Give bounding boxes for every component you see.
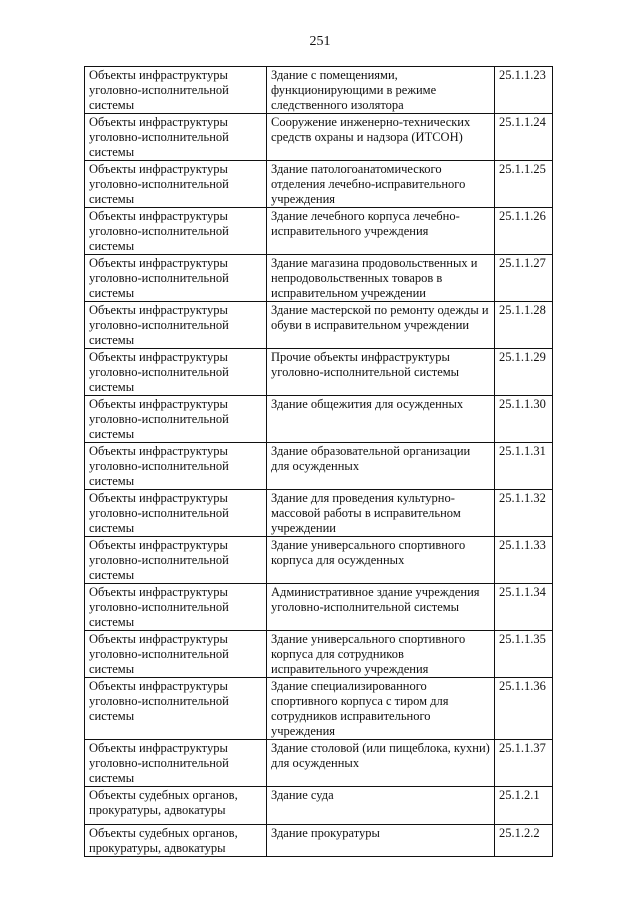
table-row (85, 740, 553, 787)
category-cell: Объекты инфраструктуры уголовно-исполнительной системы (85, 161, 267, 208)
category-cell: Объекты инфраструктуры уголовно-исполнительной системы (85, 678, 267, 740)
code-cell: 25.1.1.27 (495, 255, 553, 302)
category-cell: Объекты инфраструктуры уголовно-исполнительной системы (85, 208, 267, 255)
object-cell: Здание столовой (или пищеблока, кухни) для осужденных (267, 740, 495, 787)
category-cell: Объекты инфраструктуры уголовно-исполнительной системы (85, 396, 267, 443)
table-row (85, 490, 553, 537)
code-cell: 25.1.1.25 (495, 161, 553, 208)
table-row (85, 161, 553, 208)
table-row (85, 787, 553, 825)
code-cell: 25.1.1.30 (495, 396, 553, 443)
table-row (85, 255, 553, 302)
category-cell: Объекты инфраструктуры уголовно-исполнительной системы (85, 740, 267, 787)
category-cell: Объекты инфраструктуры уголовно-исполнительной системы (85, 114, 267, 161)
table-row (85, 678, 553, 740)
category-cell: Объекты инфраструктуры уголовно-исполнительной системы (85, 302, 267, 349)
object-cell: Здание суда (267, 787, 495, 825)
table-row (85, 302, 553, 349)
code-cell: 25.1.1.26 (495, 208, 553, 255)
object-cell: Прочие объекты инфраструктуры уголовно-исполнительной системы (267, 349, 495, 396)
object-cell: Здание с помещениями, функционирующими в режиме следственного изолятора (267, 67, 495, 114)
table-row (85, 208, 553, 255)
category-cell: Объекты судебных органов, прокуратуры, адвокатуры (85, 825, 267, 857)
table-row (85, 349, 553, 396)
code-cell: 25.1.1.37 (495, 740, 553, 787)
category-cell: Объекты инфраструктуры уголовно-исполнительной системы (85, 631, 267, 678)
table-row (85, 396, 553, 443)
table-row (85, 443, 553, 490)
category-cell: Объекты инфраструктуры уголовно-исполнительной системы (85, 490, 267, 537)
code-cell: 25.1.1.29 (495, 349, 553, 396)
object-cell: Здание универсального спортивного корпуса для осужденных (267, 537, 495, 584)
object-cell: Здание специализированного спортивного корпуса с тиром для сотрудников исправительного учреждения (267, 678, 495, 740)
category-cell: Объекты инфраструктуры уголовно-исполнительной системы (85, 584, 267, 631)
code-cell: 25.1.2.1 (495, 787, 553, 825)
object-cell: Здание лечебного корпуса лечебно-исправительного учреждения (267, 208, 495, 255)
category-cell: Объекты судебных органов, прокуратуры, адвокатуры (85, 787, 267, 825)
object-cell: Здание для проведения культурно-массовой работы в исправительном учреждении (267, 490, 495, 537)
category-cell: Объекты инфраструктуры уголовно-исполнительной системы (85, 443, 267, 490)
object-cell: Здание мастерской по ремонту одежды и обуви в исправительном учреждении (267, 302, 495, 349)
table-row (85, 67, 553, 114)
registry-table (84, 66, 553, 857)
code-cell: 25.1.1.24 (495, 114, 553, 161)
object-cell: Сооружение инженерно-технических средств охраны и надзора (ИТСОН) (267, 114, 495, 161)
category-cell: Объекты инфраструктуры уголовно-исполнительной системы (85, 255, 267, 302)
code-cell: 25.1.1.33 (495, 537, 553, 584)
object-cell: Административное здание учреждения уголовно-исполнительной системы (267, 584, 495, 631)
page-number: 251 (309, 34, 331, 49)
code-cell: 25.1.1.32 (495, 490, 553, 537)
table-row (85, 584, 553, 631)
category-cell: Объекты инфраструктуры уголовно-исполнительной системы (85, 349, 267, 396)
code-cell: 25.1.1.23 (495, 67, 553, 114)
code-cell: 25.1.1.35 (495, 631, 553, 678)
object-cell: Здание образовательной организации для осужденных (267, 443, 495, 490)
code-cell: 25.1.1.28 (495, 302, 553, 349)
code-cell: 25.1.1.34 (495, 584, 553, 631)
object-cell: Здание магазина продовольственных и непродовольственных товаров в исправительном учреждении (267, 255, 495, 302)
object-cell: Здание патологоанатомического отделения лечебно-исправительного учреждения (267, 161, 495, 208)
object-cell: Здание общежития для осужденных (267, 396, 495, 443)
table-row (85, 825, 553, 857)
code-cell: 25.1.1.36 (495, 678, 553, 740)
table-row (85, 537, 553, 584)
category-cell: Объекты инфраструктуры уголовно-исполнительной системы (85, 537, 267, 584)
code-cell: 25.1.1.31 (495, 443, 553, 490)
category-cell: Объекты инфраструктуры уголовно-исполнительной системы (85, 67, 267, 114)
object-cell: Здание универсального спортивного корпуса для сотрудников исправительного учреждения (267, 631, 495, 678)
object-cell: Здание прокуратуры (267, 825, 495, 857)
table-row (85, 631, 553, 678)
table-row (85, 114, 553, 161)
code-cell: 25.1.2.2 (495, 825, 553, 857)
